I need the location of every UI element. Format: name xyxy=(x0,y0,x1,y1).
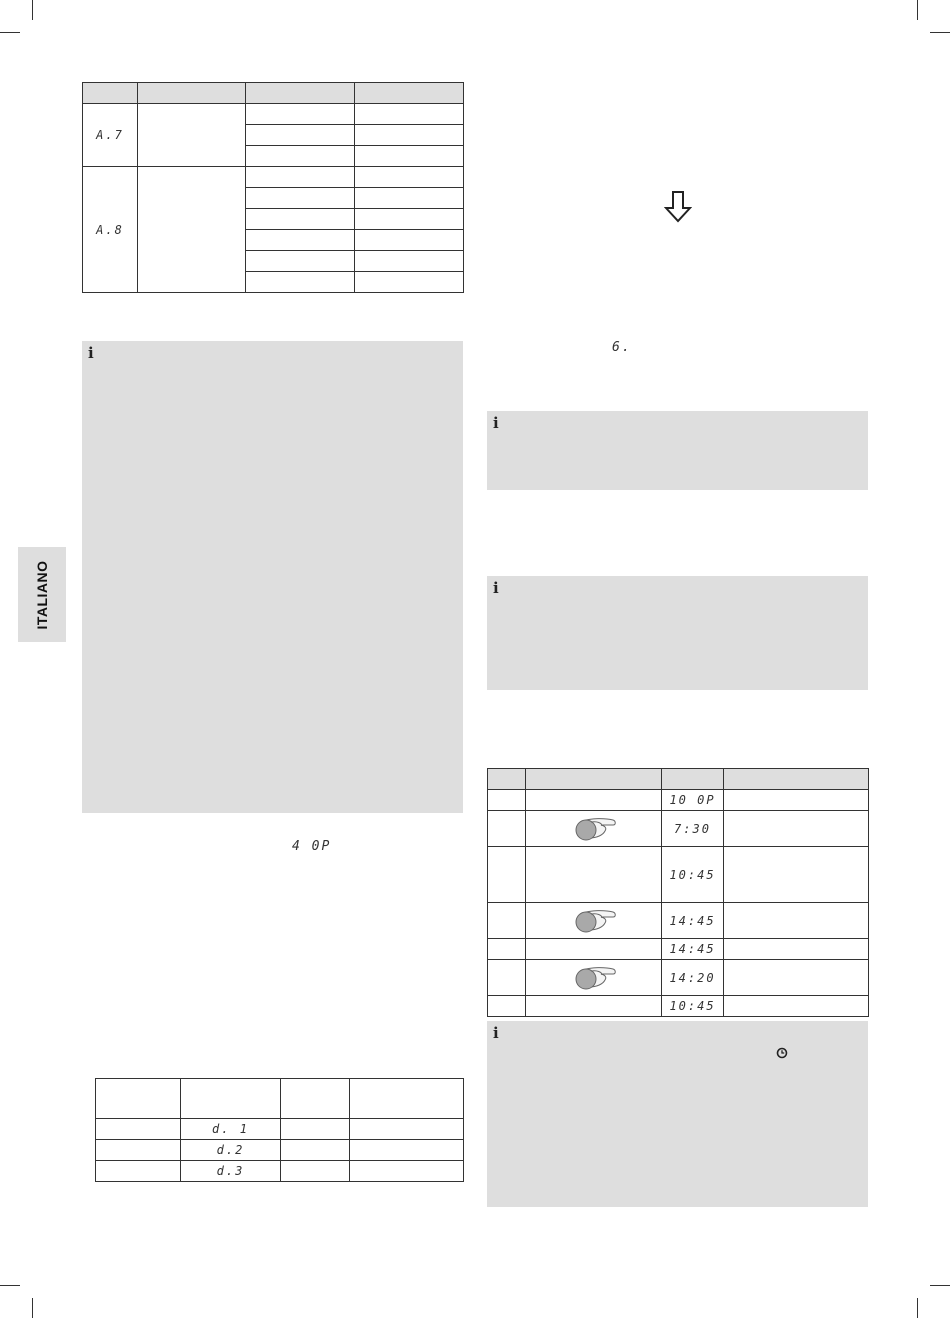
table-cell xyxy=(281,1161,350,1182)
table-cell xyxy=(96,1161,181,1182)
table-cell xyxy=(96,1119,181,1140)
table-cell xyxy=(488,847,526,903)
table-header-cell xyxy=(526,769,662,790)
crop-mark xyxy=(32,0,33,20)
table-cell xyxy=(526,996,662,1017)
table-cell xyxy=(355,146,464,167)
table-header-cell xyxy=(281,1079,350,1119)
hand-press-icon xyxy=(571,816,617,842)
time-cell xyxy=(662,847,724,903)
table-cell xyxy=(138,167,246,293)
table-cell xyxy=(281,1140,350,1161)
info-note-box xyxy=(487,1021,868,1207)
table-cell xyxy=(355,167,464,188)
time-cell xyxy=(662,960,724,996)
table-header-cell xyxy=(246,83,355,104)
degree-code: d.3 xyxy=(216,1164,245,1178)
table-header-cell xyxy=(355,83,464,104)
info-icon: i xyxy=(88,344,94,362)
crop-mark xyxy=(930,32,950,33)
table-header-cell xyxy=(488,769,526,790)
language-tab xyxy=(18,547,66,642)
crop-mark xyxy=(930,1285,950,1286)
table-cell xyxy=(246,209,355,230)
time-readout: 14:20 xyxy=(669,970,716,985)
table-cell xyxy=(246,125,355,146)
degree-code-cell xyxy=(181,1119,281,1140)
info-note-box xyxy=(487,576,868,690)
degree-code-cell xyxy=(181,1161,281,1182)
time-readout: 10 0P xyxy=(669,793,716,807)
table-header-cell xyxy=(350,1079,464,1119)
table-header-cell xyxy=(181,1079,281,1119)
crop-mark xyxy=(32,1298,33,1318)
table-cell xyxy=(246,251,355,272)
table-cell xyxy=(724,847,869,903)
table-cell xyxy=(724,939,869,960)
table-cell xyxy=(246,188,355,209)
time-readout: 14:45 xyxy=(669,913,716,928)
program-code: A.7 xyxy=(96,128,124,142)
time-readout: 7:30 xyxy=(674,821,711,836)
table-cell xyxy=(526,847,662,903)
table-cell xyxy=(355,104,464,125)
table-cell xyxy=(246,230,355,251)
table-cell xyxy=(488,939,526,960)
table-cell xyxy=(724,996,869,1017)
info-note-box xyxy=(82,341,463,813)
info-icon: i xyxy=(493,1024,499,1042)
time-readout: 10:45 xyxy=(669,999,716,1013)
hand-press-icon xyxy=(571,965,617,991)
table-cell xyxy=(355,188,464,209)
table-cell xyxy=(138,104,246,167)
time-cell xyxy=(662,939,724,960)
table-cell xyxy=(724,790,869,811)
table-cell xyxy=(724,903,869,939)
display-readout: 6. xyxy=(612,340,632,355)
info-icon: i xyxy=(493,414,499,432)
time-readout: 14:45 xyxy=(669,942,716,956)
table-cell xyxy=(724,811,869,847)
crop-mark xyxy=(0,1285,20,1286)
table-cell xyxy=(488,790,526,811)
table-cell xyxy=(355,251,464,272)
program-code-cell xyxy=(83,104,138,167)
table-cell xyxy=(488,996,526,1017)
table-cell xyxy=(350,1140,464,1161)
hand-press-icon xyxy=(571,908,617,934)
table-cell xyxy=(281,1119,350,1140)
table-header-cell xyxy=(662,769,724,790)
time-cell xyxy=(662,996,724,1017)
program-code: A.8 xyxy=(96,222,124,237)
table-cell xyxy=(246,146,355,167)
table-cell xyxy=(246,167,355,188)
language-tab-label: ITALIANO xyxy=(34,559,50,630)
timer-table xyxy=(487,768,869,1017)
info-icon: i xyxy=(493,579,499,597)
degree-code: d.2 xyxy=(216,1143,245,1157)
table-cell xyxy=(526,903,662,939)
time-cell xyxy=(662,790,724,811)
program-table xyxy=(82,82,464,293)
table-header-cell xyxy=(138,83,246,104)
time-cell xyxy=(662,903,724,939)
info-note-box xyxy=(487,411,868,490)
table-cell xyxy=(355,125,464,146)
table-header-cell xyxy=(724,769,869,790)
crop-mark xyxy=(917,1298,918,1318)
table-cell xyxy=(246,272,355,293)
table-cell xyxy=(355,230,464,251)
table-cell xyxy=(526,811,662,847)
degree-code: d. 1 xyxy=(212,1122,249,1136)
crop-mark xyxy=(917,0,918,20)
table-cell xyxy=(526,939,662,960)
table-cell xyxy=(488,960,526,996)
table-header-cell xyxy=(96,1079,181,1119)
display-readout: 4 0P xyxy=(292,839,332,854)
program-code-cell xyxy=(83,167,138,293)
table-cell xyxy=(488,903,526,939)
crop-mark xyxy=(0,32,20,33)
table-cell xyxy=(96,1140,181,1161)
table-cell xyxy=(488,811,526,847)
table-header-cell xyxy=(83,83,138,104)
table-cell xyxy=(350,1119,464,1140)
degree-code-cell xyxy=(181,1140,281,1161)
down-arrow-icon xyxy=(664,191,692,223)
time-readout: 10:45 xyxy=(669,867,716,882)
table-cell xyxy=(246,104,355,125)
time-cell xyxy=(662,811,724,847)
table-cell xyxy=(526,960,662,996)
table-cell xyxy=(355,272,464,293)
table-cell xyxy=(355,209,464,230)
degree-table xyxy=(95,1078,464,1182)
table-cell xyxy=(350,1161,464,1182)
table-cell xyxy=(526,790,662,811)
table-cell xyxy=(724,960,869,996)
clock-icon xyxy=(776,1047,788,1059)
